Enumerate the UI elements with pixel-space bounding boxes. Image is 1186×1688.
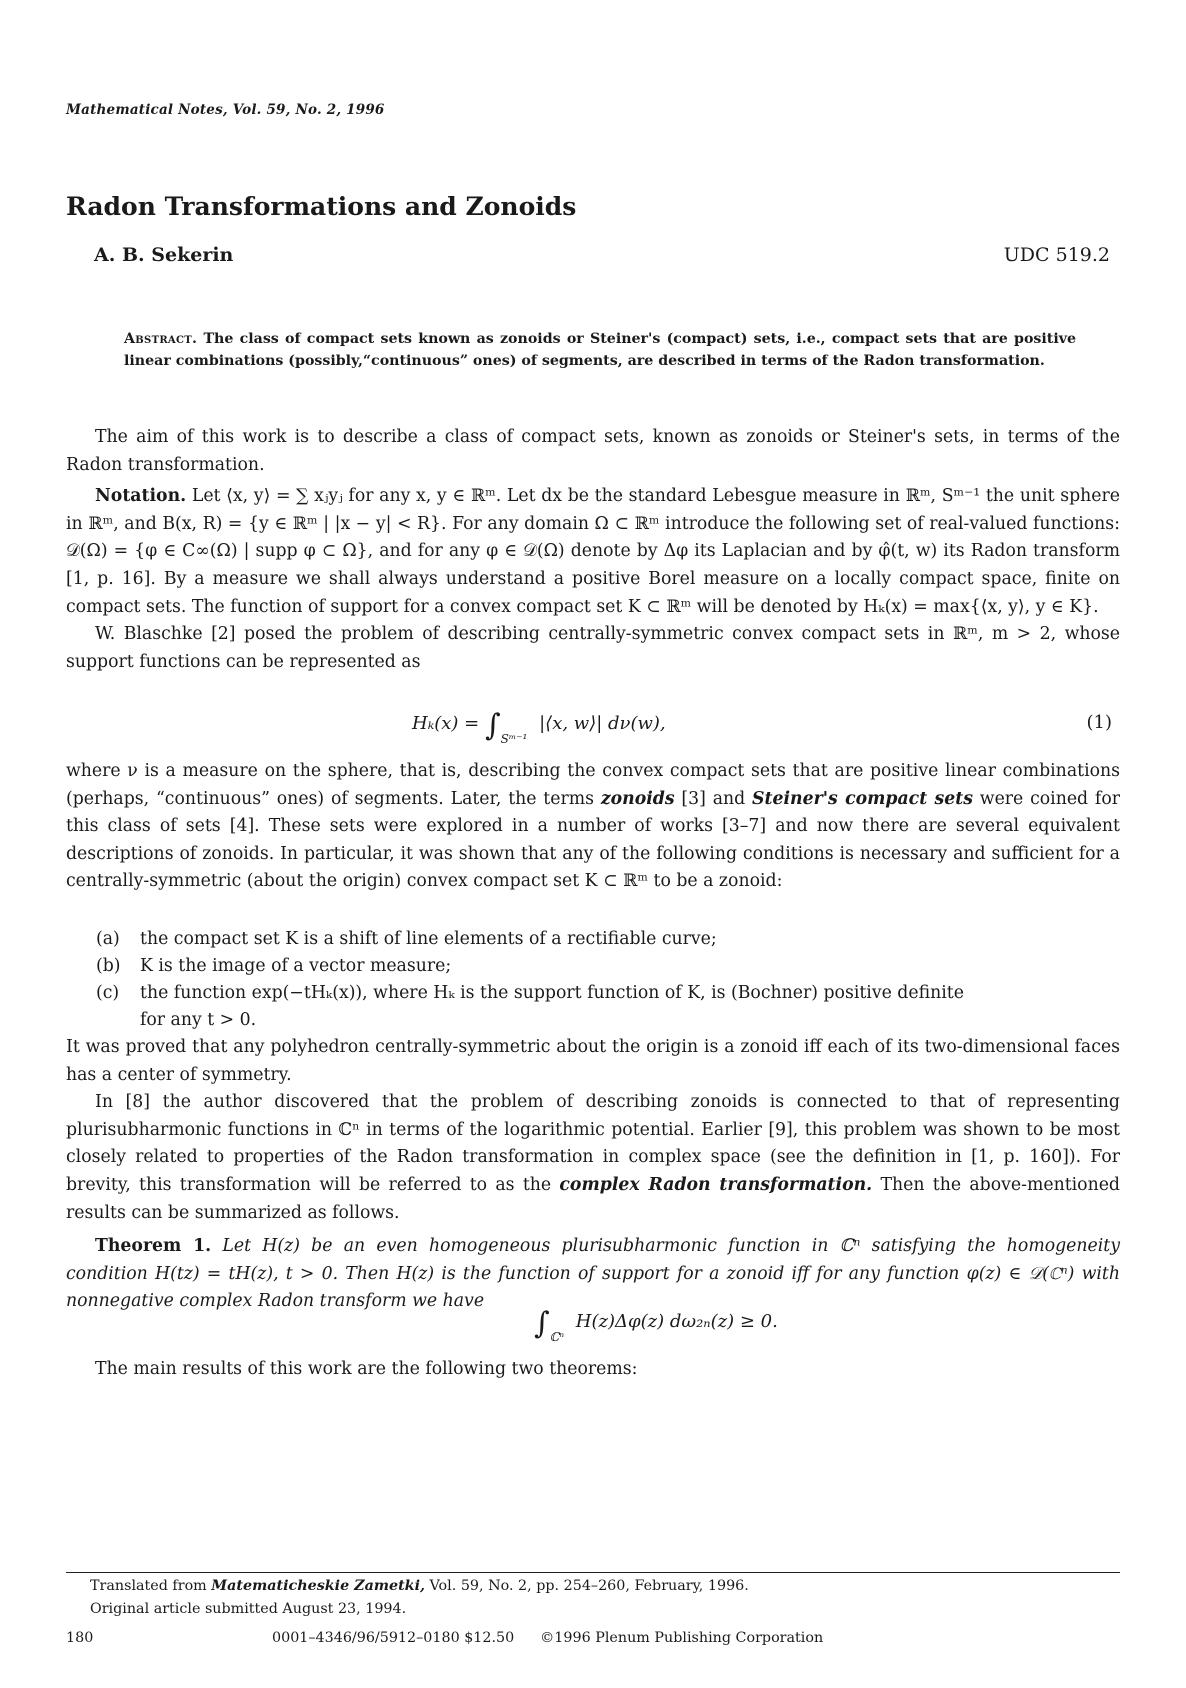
where-paragraph xyxy=(66,758,1120,896)
author-name: A. B. Sekerin xyxy=(94,244,234,266)
ref8-paragraph xyxy=(66,1089,1120,1227)
equation-1 xyxy=(412,708,666,746)
theorem-1 xyxy=(66,1233,1120,1316)
polyhedron-paragraph: It was proved that any polyhedron centrally-symmetric about the origin is a zonoid iff each of its two-dimensional faces has a center of symmetry. xyxy=(66,1037,1120,1085)
notation-paragraph xyxy=(66,483,1120,621)
footnote-rule xyxy=(66,1572,1120,1573)
ref8-text-1: In [8] the author discovered that the problem of describing zonoids is connected to that of representing plurisubharmonic functions in ℂⁿ in terms of the logarithmic potential. Earlier [9], this problem was shown to be most closely related to properties of the Radon transformation in complex space (see the definition in [1, p. 160]). For brevity, this transformation will be referred to as the xyxy=(66,1092,1120,1195)
theorem-text: Let H(z) be an even homogeneous plurisubharmonic function in ℂⁿ satisfying the homogeneity condition H(tz) = tH(z), t > 0. Then H(z) is the function of support for a zonoid iff for any function φ(z) ∈ 𝒟(ℂⁿ) with nonnegative complex Radon transform we have xyxy=(66,1236,1121,1312)
equation-1-lhs: Hₖ(x) = xyxy=(412,713,480,734)
footnote-suffix: Vol. 59, No. 2, pp. 254–260, February, 1996. xyxy=(425,1578,749,1594)
body-section-3 xyxy=(66,1034,1120,1316)
condition-c xyxy=(96,980,1120,1036)
equation-2-domain: ℂⁿ xyxy=(549,1330,565,1344)
condition-label: (b) xyxy=(96,956,121,976)
intro-paragraph: The aim of this work is to describe a class of compact sets, known as zonoids or Steiner's sets, in terms of the Radon transformation. xyxy=(66,427,1120,475)
equation-1-domain: Sᵐ⁻¹ xyxy=(500,732,528,746)
condition-text-cont: for any t > 0. xyxy=(140,1010,257,1030)
abstract-text: The class of compact sets known as zonoids or Steiner's (compact) sets, i.e., compact sets that are positive linear combinations (possibly,“continuous” ones) of segments, are described in terms of the Radon transformation. xyxy=(124,331,1076,369)
equation-1-rhs: |⟨x, w⟩| dν(w), xyxy=(539,713,666,734)
theorem-label: Theorem 1. xyxy=(95,1236,212,1257)
footnote-translated xyxy=(90,1578,749,1594)
notation-label: Notation. xyxy=(95,486,187,507)
condition-label: (c) xyxy=(96,983,120,1003)
body-section-1 xyxy=(66,424,1120,676)
equation-2-body: H(z)Δφ(z) dω₂ₙ(z) ≥ 0. xyxy=(575,1311,778,1332)
term-steiner: Steiner's compact sets xyxy=(752,788,973,809)
condition-text: the function exp(−tHₖ(x)), where Hₖ is the support function of K, is (Bochner) positive definite xyxy=(140,983,964,1003)
where-text-3: were coined for this class of sets [4]. These sets were explored in a number of works [3–7] and now there are several equivalent descriptions of zonoids. In particular, it was shown that any of the following conditions is necessary and sufficient for a centrally-symmetric (about the origin) convex compact set K ⊂ ℝᵐ to be a zonoid: xyxy=(66,788,1120,892)
term-zonoids: zonoids xyxy=(600,788,675,809)
ref8-text-2: Then the above-mentioned results can be summarized as follows. xyxy=(66,1174,1120,1223)
term-complex-radon: complex Radon transformation. xyxy=(559,1174,873,1195)
body-section-4 xyxy=(66,1356,1120,1384)
condition-text: the compact set K is a shift of line elements of a rectifiable curve; xyxy=(140,929,717,949)
integral-sign: ∫ xyxy=(534,1306,550,1341)
condition-label: (a) xyxy=(96,929,120,949)
footnote-prefix: Translated from xyxy=(90,1578,212,1594)
body-section-2 xyxy=(66,758,1120,896)
condition-text: K is the image of a vector measure; xyxy=(140,956,452,976)
footnote-journal: Matematicheskie Zametki, xyxy=(211,1578,425,1594)
copyright: ©1996 Plenum Publishing Corporation xyxy=(540,1630,824,1646)
page-number: 180 xyxy=(66,1630,94,1646)
abstract xyxy=(124,328,1076,372)
journal-citation: Mathematical Notes, Vol. 59, No. 2, 1996 xyxy=(66,102,385,118)
integral-sign: ∫ xyxy=(485,708,501,743)
abstract-label: Abstract. xyxy=(124,331,198,347)
where-text-1: where ν is a measure on the sphere, that is, describing the convex compact sets that are positive linear combinations (perhaps, “continuous” ones) of segments. Later, the terms xyxy=(66,761,1120,809)
main-results-paragraph: The main results of this work are the following two theorems: xyxy=(95,1359,638,1379)
udc-code: UDC 519.2 xyxy=(1003,244,1110,266)
equation-1-number: (1) xyxy=(1086,712,1112,733)
article-code: 0001–4346/96/5912–0180 $12.50 xyxy=(272,1630,515,1646)
equation-2 xyxy=(534,1306,778,1344)
where-text-2: [3] and xyxy=(674,788,753,809)
footnote-submitted: Original article submitted August 23, 1994. xyxy=(90,1601,407,1617)
notation-text: Let ⟨x, y⟩ = ∑ xⱼyⱼ for any x, y ∈ ℝᵐ. Let dx be the standard Lebesgue measure in ℝᵐ, Sᵐ⁻¹ the unit sphere in ℝᵐ, and B(x, R) = {y ∈ ℝᵐ | |x − y| < R}. For any domain Ω ⊂ ℝᵐ introduce the following set of real-valued functions: 𝒟(Ω) = {φ ∈ C∞(Ω) | supp φ ⊂ Ω}, and for any φ ∈ 𝒟(Ω) denote by Δφ its Laplacian and by φ̂(t, w) its Radon transform [1, p. 16]. By a measure we shall always understand a positive Borel measure on a locally compact space, finite on compact sets. The function of support for a convex compact set K ⊂ ℝᵐ will be denoted by Hₖ(x) = max{⟨x, y⟩, y ∈ K}. xyxy=(66,486,1120,617)
paper-title: Radon Transformations and Zonoids xyxy=(66,192,577,221)
blaschke-paragraph: W. Blaschke [2] posed the problem of describing centrally-symmetric convex compact sets in ℝᵐ, m > 2, whose support functions can be represented as xyxy=(66,624,1120,672)
